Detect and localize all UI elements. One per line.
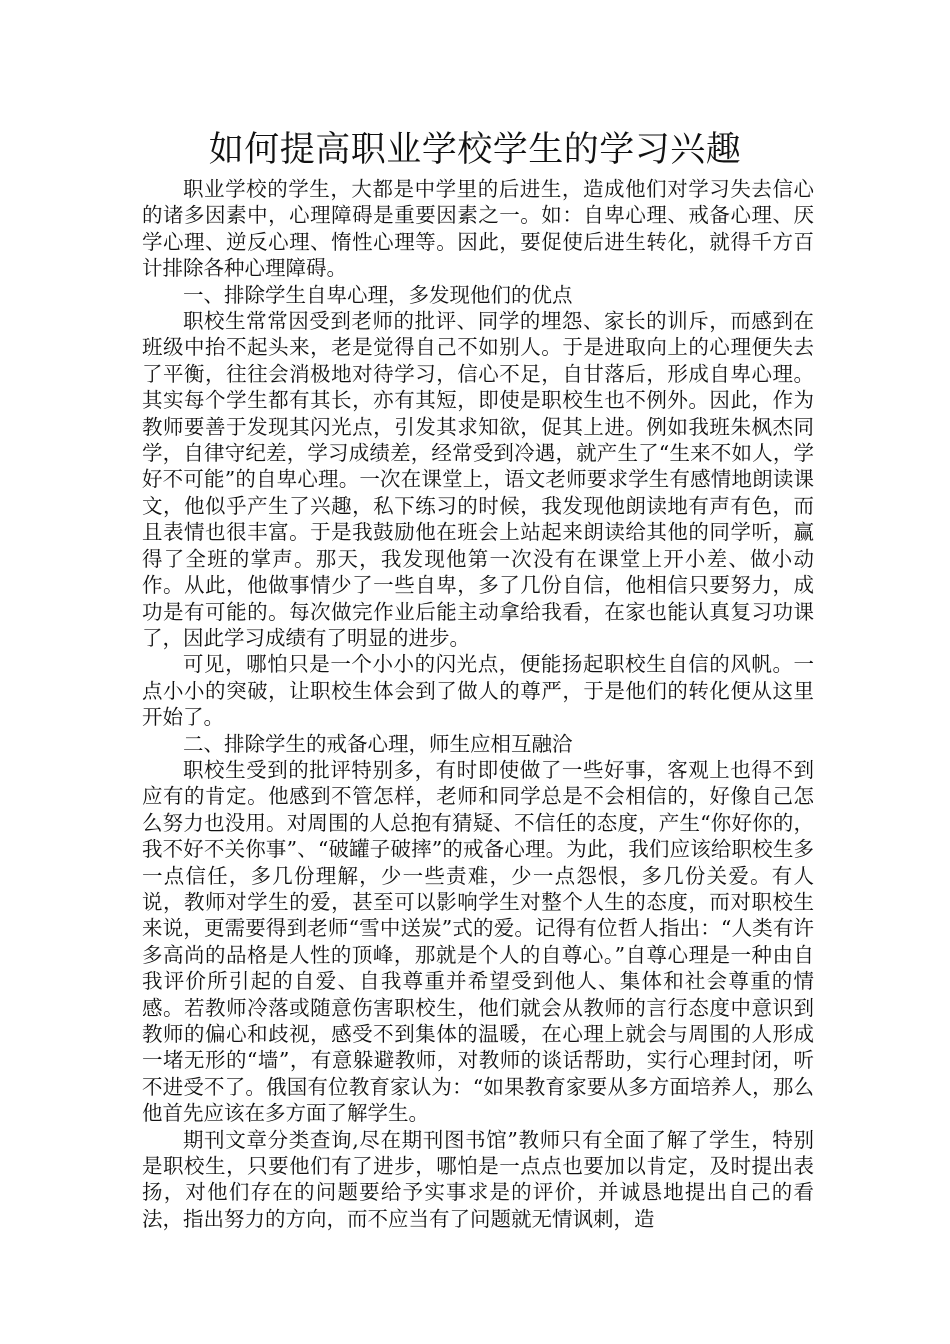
paragraph-intro: 职业学校的学生，大都是中学里的后进生，造成他们对学习失去信心的诸多因素中，心理障碍是重要因素之一。如：自卑心理、戒备心理、厌学心理、逆反心理、惰性心理等。因此，要促使后进生转化，就得千方百计排除各种心理障碍。 — [142, 177, 814, 281]
paragraph-section-2: 职校生受到的批评特别多，有时即使做了一些好事，客观上也得不到应有的肯定。他感到不管怎样，老师和同学总是不会相信的，好像自己怎么努力也没用。对周围的人总抱有猜疑、不信任的态度，产生“你好你的，我不好不关你事”、“破罐子破摔”的戒备心理。为此，我们应该给职校生多一点信任，多几份理解，少一些责难，少一点怨恨，多几份关爱。有人说，教师对学生的爱，甚至可以影响学生对整个人生的态度，而对职校生来说，更需要得到老师“雪中送炭”式的爱。记得有位哲人指出：“人类有许多高尚的品格是人性的顶峰，那就是个人的自尊心。”自尊心理是一种由自我评价所引起的自爱、自我尊重并希望受到他人、集体和社会尊重的情感。若教师冷落或随意伤害职校生，他们就会从教师的言行态度中意识到教师的偏心和歧视，感受不到集体的温暖，在心理上就会与周围的人形成一堵无形的“墙”，有意躲避教师，对教师的谈话帮助，实行心理封闭，听不进受不了。俄国有位教育家认为：“如果教育家要从多方面培养人，那么他首先应该在多方面了解学生。 — [142, 757, 814, 1126]
paragraph-section-1: 职校生常常因受到老师的批评、同学的埋怨、家长的训斥，而感到在班级中抬不起头来，老是觉得自己不如别人。于是进取向上的心理便失去了平衡，往往会消极地对待学习，信心不足，自甘落后，形成自卑心理。其实每个学生都有其长，亦有其短，即使是职校生也不例外。因此，作为教师要善于发现其闪光点，引发其求知欲，促其上进。例如我班朱枫杰同学，自律守纪差，学习成绩差，经常受到冷遇，就产生了“生来不如人，学好不可能”的自卑心理。一次在课堂上，语文老师要求学生有感情地朗读课文，他似乎产生了兴趣，私下练习的时候，我发现他朗读地有声有色，而且表情也很丰富。于是我鼓励他在班会上站起来朗读给其他的同学听，赢得了全班的掌声。那天，我发现他第一次没有在课堂上开小差、做小动作。从此，他做事情少了一些自卑，多了几份自信，他相信只要努力，成功是有可能的。每次做完作业后能主动拿给我看，在家也能认真复习功课了，因此学习成绩有了明显的进步。 — [142, 309, 814, 650]
document-body — [142, 176, 814, 1232]
document-title: 如何提高职业学校学生的学习兴趣 — [208, 130, 742, 170]
section-heading-2: 二、排除学生的戒备心理，师生应相互融洽 — [183, 731, 573, 756]
section-heading-1: 一、排除学生自卑心理，多发现他们的优点 — [183, 282, 573, 307]
paragraph-section-2-continued: 期刊文章分类查询,尽在期刊图书馆”教师只有全面了解了学生，特别是职校生，只要他们有了进步，哪怕是一点点也要加以肯定，及时提出表扬，对他们存在的问题要给予实事求是的评价，并诚恳地提出自己的看法，指出努力的方向，而不应当有了问题就无情讽刺，造 — [142, 1127, 814, 1231]
paragraph-section-1-conclusion: 可见，哪怕只是一个小小的闪光点，便能扬起职校生自信的风帆。一点小小的突破，让职校生体会到了做人的尊严，于是他们的转化便从这里开始了。 — [142, 652, 814, 730]
